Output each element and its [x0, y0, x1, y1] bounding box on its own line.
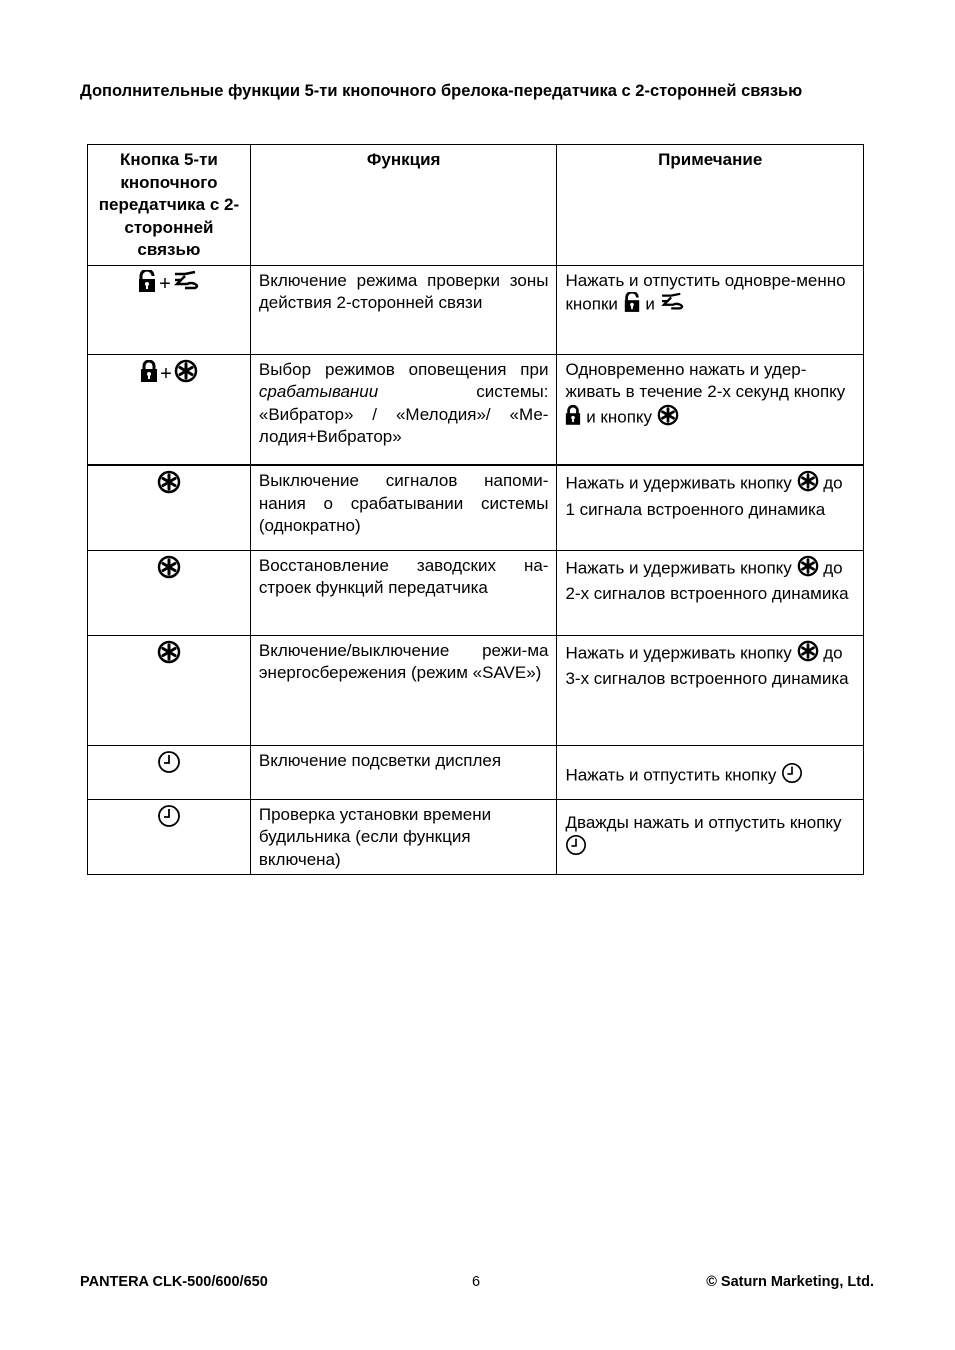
- clock-icon: [781, 762, 803, 791]
- header-note: Примечание: [557, 145, 864, 266]
- lock-open-icon: [623, 292, 641, 319]
- table-row: [88, 745, 864, 799]
- page-number: 6: [472, 1274, 481, 1290]
- lock-icon: [565, 405, 581, 432]
- page-title: Дополнительные функции 5-ти кнопочного брелока-передатчика с 2-сторонней связью: [80, 82, 803, 100]
- table-row: [88, 635, 864, 745]
- table-row: [88, 354, 864, 465]
- note-text: Одновременно нажать и удер-живать в течение 2-х секунд кнопку: [565, 359, 846, 401]
- star-button-icon: [157, 555, 181, 586]
- star-button-icon: [157, 470, 181, 501]
- table-row: [88, 550, 864, 635]
- note-text: Нажать и удерживать кнопку: [565, 643, 797, 663]
- function-cell: Включение режима проверки зоны действия 2-сторонней связи: [250, 265, 557, 354]
- function-cell: Включение подсветки дисплея: [250, 745, 557, 799]
- function-cell: [250, 354, 557, 465]
- trunk-icon: [660, 292, 686, 319]
- clock-icon: [157, 804, 181, 835]
- note-cell: [557, 550, 864, 635]
- note-text: и кнопку: [581, 407, 657, 427]
- star-button-icon: [797, 555, 819, 584]
- trunk-icon: [173, 270, 201, 299]
- button-cell: [88, 635, 251, 745]
- star-button-icon: [797, 640, 819, 669]
- button-cell: [88, 550, 251, 635]
- button-cell: [88, 465, 251, 550]
- note-text: Нажать и отпустить кнопку: [565, 765, 782, 785]
- note-cell: [557, 799, 864, 875]
- note-cell: [557, 354, 864, 465]
- plus-sign: +: [159, 272, 171, 295]
- note-cell: [557, 635, 864, 745]
- star-button-icon: [174, 359, 198, 390]
- button-cell: [88, 745, 251, 799]
- function-cell: Выключение сигналов напоми-нания о срабатывании системы (однократно): [250, 465, 557, 550]
- function-text-italic: срабатывании: [258, 382, 379, 401]
- note-text: Дважды нажать и отпустить кнопку: [565, 812, 842, 832]
- note-text: и: [640, 294, 660, 314]
- function-cell: Включение/выключение режи-ма энергосбережения (режим «SAVE»): [250, 635, 557, 745]
- button-cell: [88, 265, 251, 354]
- header-function: Функция: [250, 145, 557, 266]
- note-cell: [557, 465, 864, 550]
- footer-product: PANTERA CLK-500/600/650: [80, 1274, 268, 1290]
- lock-open-icon: [137, 270, 157, 299]
- button-cell: [88, 799, 251, 875]
- clock-icon: [157, 750, 181, 781]
- table-header-row: [88, 145, 864, 266]
- note-cell: [557, 745, 864, 799]
- table-row: [88, 465, 864, 550]
- star-button-icon: [797, 470, 819, 499]
- note-text: Нажать и удерживать кнопку: [565, 558, 797, 578]
- functions-table: [87, 144, 864, 875]
- note-text: Нажать и удерживать кнопку: [565, 473, 797, 493]
- note-text: до 1 сигнала встроенного динамика: [565, 473, 843, 519]
- lock-icon: [140, 360, 158, 389]
- note-text: до 3-х сигналов встроенного динамика: [565, 643, 849, 688]
- plus-sign: +: [160, 362, 172, 385]
- function-cell: Восстановление заводских на-строек функций передатчика: [250, 550, 557, 635]
- function-text: Выбор режимов оповещения при: [258, 359, 549, 379]
- function-cell: Проверка установки времени будильника (если функция включена): [250, 799, 557, 875]
- note-cell: [557, 265, 864, 354]
- footer-copyright: © Saturn Marketing, Ltd.: [706, 1274, 874, 1290]
- note-text: Нажать и отпустить одновре-менно кнопки: [565, 270, 846, 314]
- note-text: до 2-х сигналов встроенного динамика: [565, 558, 849, 603]
- table-row: [88, 265, 864, 354]
- clock-icon: [565, 834, 587, 863]
- star-button-icon: [657, 404, 679, 433]
- header-button: Кнопка 5-ти кнопочного передатчика с 2-сторонней связью: [88, 145, 251, 266]
- function-text: системы: «Вибратор» / «Мелодия»/ «Ме-лодия+Вибратор»: [258, 382, 549, 446]
- table-row: [88, 799, 864, 875]
- button-cell: [88, 354, 251, 465]
- star-button-icon: [157, 640, 181, 671]
